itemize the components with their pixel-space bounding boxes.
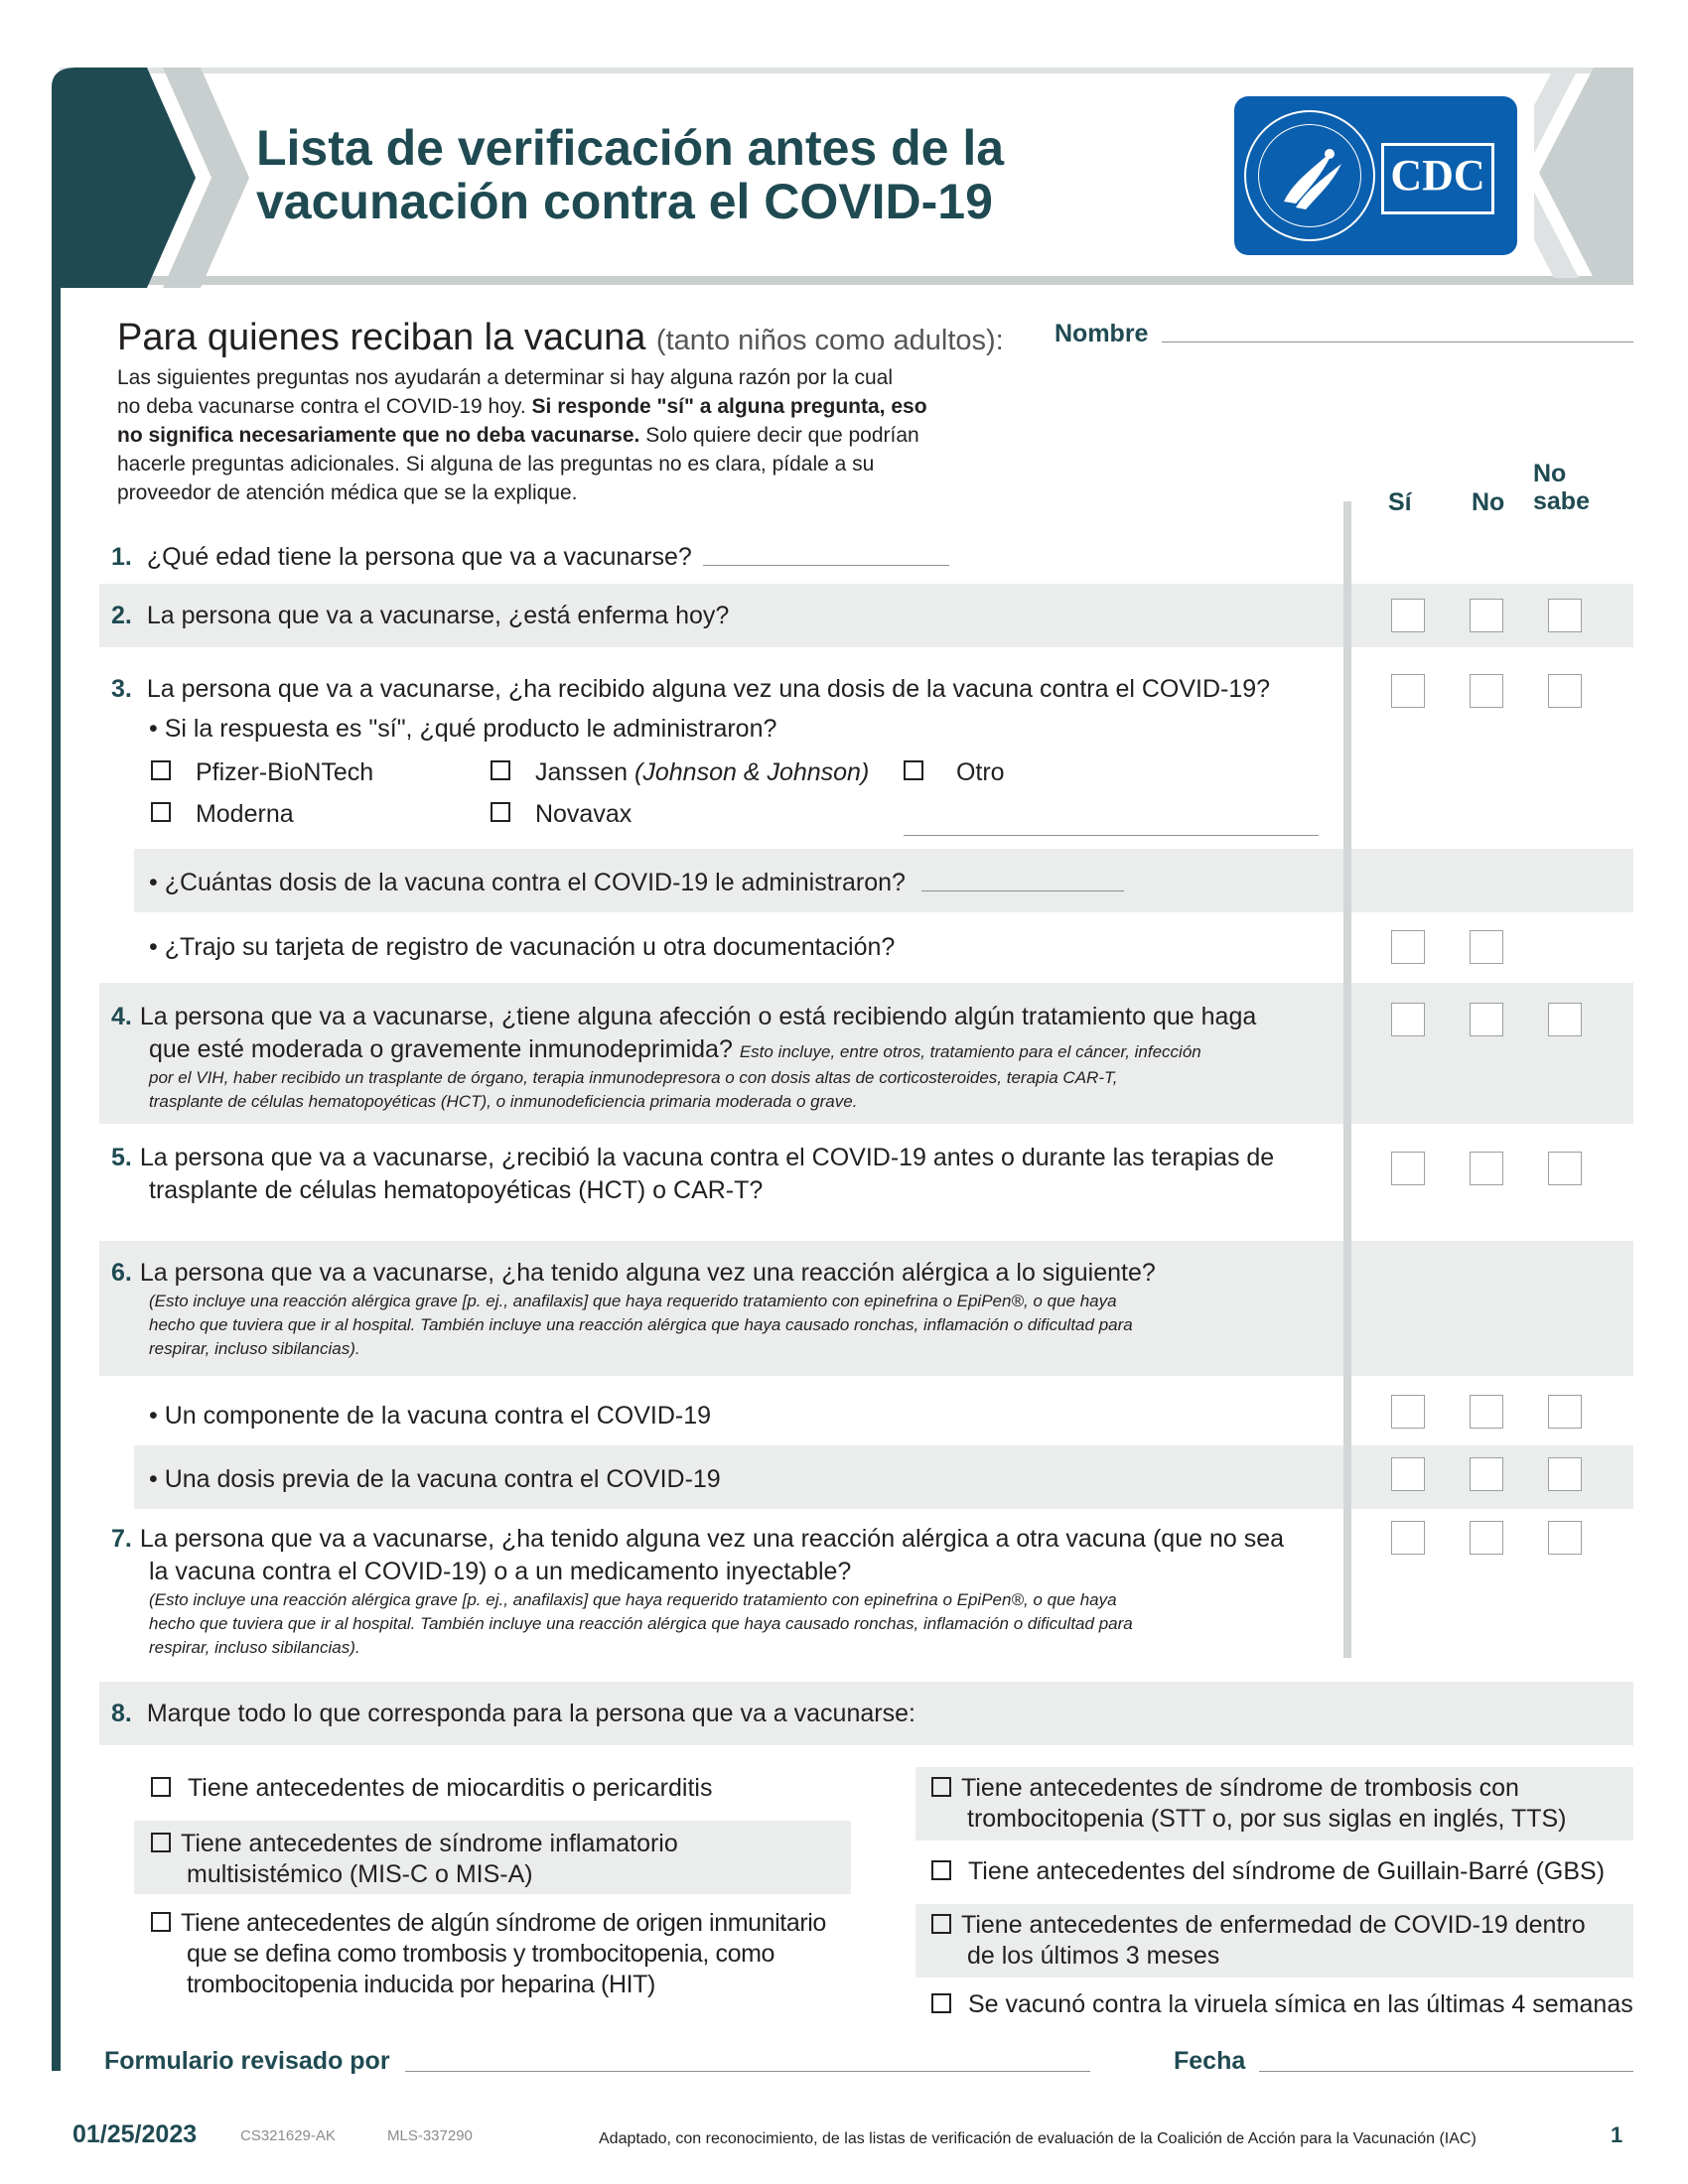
name-label: Nombre xyxy=(1055,320,1149,347)
title-line-1: Lista de verificación antes de la xyxy=(256,120,1005,176)
question-3: 3. La persona que va a vacunarse, ¿ha recibido alguna vez una dosis de la vacuna contra el COVID-19? xyxy=(111,675,1271,703)
tts-checkbox[interactable] xyxy=(931,1777,951,1797)
question-3-sub-doses: • ¿Cuántas dosis de la vacuna contra el COVID-19 le administraron? xyxy=(149,869,906,896)
question-1: 1. ¿Qué edad tiene la persona que va a vacunarse? xyxy=(111,543,692,571)
q5-unknown-checkbox[interactable] xyxy=(1548,1152,1582,1185)
answer-column-divider xyxy=(1343,501,1351,1658)
q8-option-myocarditis[interactable]: Tiene antecedentes de miocarditis o pericarditis xyxy=(151,1773,712,1804)
q3-card-yes-checkbox[interactable] xyxy=(1391,930,1425,964)
intro-heading: Para quienes reciban la vacuna (tanto niños como adultos): xyxy=(117,317,1004,358)
cdc-logo xyxy=(1234,96,1517,255)
gbs-checkbox[interactable] xyxy=(931,1860,951,1880)
q6-component-unknown-checkbox[interactable] xyxy=(1548,1395,1582,1429)
option-novavax[interactable]: Novavax xyxy=(491,798,632,830)
option-other[interactable]: Otro xyxy=(904,756,1005,788)
immune-checkbox[interactable] xyxy=(151,1912,171,1932)
hhs-seal-icon xyxy=(1244,110,1375,241)
janssen-checkbox[interactable] xyxy=(491,760,510,780)
q6-component-no-checkbox[interactable] xyxy=(1470,1395,1503,1429)
q6-dose-no-checkbox[interactable] xyxy=(1470,1457,1503,1491)
reviewed-by-field[interactable] xyxy=(405,2071,1090,2072)
q3-card-no-checkbox[interactable] xyxy=(1470,930,1503,964)
doc-code-2: MLS-337290 xyxy=(387,2127,473,2144)
moderna-checkbox[interactable] xyxy=(151,802,171,822)
header-chevrons-left xyxy=(52,68,250,288)
question-3-sub-product: • Si la respuesta es "sí", ¿qué producto le administraron? xyxy=(149,715,777,743)
q4-no-checkbox[interactable] xyxy=(1470,1003,1503,1036)
other-checkbox[interactable] xyxy=(904,760,923,780)
question-6: 6. La persona que va a vacunarse, ¿ha tenido alguna vez una reacción alérgica a lo siguiente? (Esto incluye una reacción alérgica grave [p. ej., anafilaxis] que haya requerido tratamiento con epinefrina o EpiPen®, o que haya hecho que tuviera que ir al hospital. También incluye una reacción alérgica que haya causado ronchas, inflamación o dificultad para respirar, incluso sibilancias). xyxy=(111,1259,1156,1358)
q7-no-checkbox[interactable] xyxy=(1470,1521,1503,1555)
left-margin-bar xyxy=(52,284,61,2071)
date-field[interactable] xyxy=(1259,2071,1633,2072)
intro-text: Las siguientes preguntas nos ayudarán a determinar si hay alguna razón por la cual no deba vacunarse contra el COVID-19 hoy. Si responde "sí" a alguna pregunta, eso no significa necesariamente que no deba vacunarse. Solo quiere decir que podrían hacerle preguntas adicionales. Si alguna de las preguntas no es clara, pídale a su proveedor de atención médica que se la explique. xyxy=(117,366,927,504)
other-product-field[interactable] xyxy=(904,835,1319,836)
myocarditis-checkbox[interactable] xyxy=(151,1777,171,1797)
q7-yes-checkbox[interactable] xyxy=(1391,1521,1425,1555)
q5-no-checkbox[interactable] xyxy=(1470,1152,1503,1185)
question-2: 2. La persona que va a vacunarse, ¿está enferma hoy? xyxy=(111,602,730,629)
mis-checkbox[interactable] xyxy=(151,1833,171,1852)
doc-code-1: CS321629-AK xyxy=(240,2127,336,2144)
mpox-checkbox[interactable] xyxy=(931,1993,951,2013)
q6-dose-unknown-checkbox[interactable] xyxy=(1548,1457,1582,1491)
q8-option-gbs[interactable]: Tiene antecedentes del síndrome de Guillain-Barré (GBS) xyxy=(931,1856,1605,1887)
q4-unknown-checkbox[interactable] xyxy=(1548,1003,1582,1036)
question-6-sub-dose: • Una dosis previa de la vacuna contra el COVID-19 xyxy=(149,1465,721,1493)
q5-yes-checkbox[interactable] xyxy=(1391,1152,1425,1185)
q8-option-immune[interactable]: Tiene antecedentes de algún síndrome de origen inmunitario que se defina como trombosis y trombocitopenia, como trombocitopenia inducida por heparina (HIT) xyxy=(151,1908,826,2000)
question-4: 4. La persona que va a vacunarse, ¿tiene alguna afección o está recibiendo algún tratamiento que haga que esté moderada o gravemente inmunodeprimida? Esto incluye, entre otros, tratamiento para el cáncer, infección por el VIH, haber recibido un trasplante de órgano, terapia inmunodepresora o con dosis altas de corticosteroides, terapia CAR-T, trasplante de células hematopoyéticas (HCT), o inmunodeficiencia primaria moderada o grave. xyxy=(111,1003,1257,1111)
novavax-checkbox[interactable] xyxy=(491,802,510,822)
col-no: No xyxy=(1472,488,1505,516)
title-line-2: vacunación contra el COVID-19 xyxy=(256,174,993,229)
question-7: 7. La persona que va a vacunarse, ¿ha tenido alguna vez una reacción alérgica a otra vacuna (que no sea la vacuna contra el COVID-19) o a un medicamento inyectable? (Esto incluye una reacción alérgica grave [p. ej., anafilaxis] que haya requerido tratamiento con epinefrina o EpiPen®, o que haya hecho que tuviera que ir al hospital. También incluye una reacción alérgica que haya causado ronchas, inflamación o dificultad para respirar, incluso sibilancias). xyxy=(111,1525,1285,1657)
q8-option-mpox[interactable]: Se vacunó contra la viruela símica en las últimas 4 semanas xyxy=(931,1989,1633,2020)
option-janssen[interactable]: Janssen (Johnson & Johnson) xyxy=(491,756,869,788)
q8-option-covid[interactable]: Tiene antecedentes de enfermedad de COVID-19 dentro de los últimos 3 meses xyxy=(931,1910,1586,1972)
page-number: 1 xyxy=(1611,2122,1623,2147)
q6-component-yes-checkbox[interactable] xyxy=(1391,1395,1425,1429)
reviewed-by-label: Formulario revisado por xyxy=(104,2047,390,2075)
credit-text: Adaptado, con reconocimiento, de las listas de verificación de evaluación de la Coalición de Acción para la Vacunación (IAC) xyxy=(599,2130,1477,2147)
option-pfizer[interactable]: Pfizer-BioNTech xyxy=(151,756,373,788)
age-field[interactable] xyxy=(703,565,949,566)
q2-yes-checkbox[interactable] xyxy=(1391,599,1425,632)
question-8: 8. Marque todo lo que corresponda para la persona que va a vacunarse: xyxy=(111,1700,915,1727)
col-yes: Sí xyxy=(1388,488,1412,516)
page-title xyxy=(256,121,1004,228)
option-moderna[interactable]: Moderna xyxy=(151,798,294,830)
q7-unknown-checkbox[interactable] xyxy=(1548,1521,1582,1555)
col-unknown: No sabe xyxy=(1533,460,1590,515)
question-5: 5. La persona que va a vacunarse, ¿recibió la vacuna contra el COVID-19 antes o durante las terapias de trasplante de células hematopoyéticas (HCT) o CAR-T? xyxy=(111,1144,1275,1204)
q2-unknown-checkbox[interactable] xyxy=(1548,599,1582,632)
question-3-sub-card: • ¿Trajo su tarjeta de registro de vacunación u otra documentación? xyxy=(149,933,896,961)
q8-option-tts[interactable]: Tiene antecedentes de síndrome de trombosis con trombocitopenia (STT o, por sus siglas en inglés, TTS) xyxy=(931,1773,1567,1835)
covid-checkbox[interactable] xyxy=(931,1914,951,1934)
date-label: Fecha xyxy=(1174,2047,1246,2075)
doses-field[interactable] xyxy=(921,890,1124,891)
q2-no-checkbox[interactable] xyxy=(1470,599,1503,632)
pfizer-checkbox[interactable] xyxy=(151,760,171,780)
header-chevrons-right xyxy=(1534,68,1633,278)
q3-yes-checkbox[interactable] xyxy=(1391,674,1425,708)
q3-no-checkbox[interactable] xyxy=(1470,674,1503,708)
name-field[interactable] xyxy=(1162,341,1633,342)
q4-yes-checkbox[interactable] xyxy=(1391,1003,1425,1036)
revision-date: 01/25/2023 xyxy=(72,2120,198,2148)
q8-option-mis[interactable]: Tiene antecedentes de síndrome inflamatorio multisistémico (MIS-C o MIS-A) xyxy=(151,1829,678,1890)
q3-unknown-checkbox[interactable] xyxy=(1548,674,1582,708)
question-6-sub-component: • Un componente de la vacuna contra el COVID-19 xyxy=(149,1402,712,1430)
header-bottom-rule xyxy=(60,276,1633,285)
q6-dose-yes-checkbox[interactable] xyxy=(1391,1457,1425,1491)
top-rule xyxy=(60,68,1633,73)
cdc-logo-text: CDC xyxy=(1381,143,1494,214)
